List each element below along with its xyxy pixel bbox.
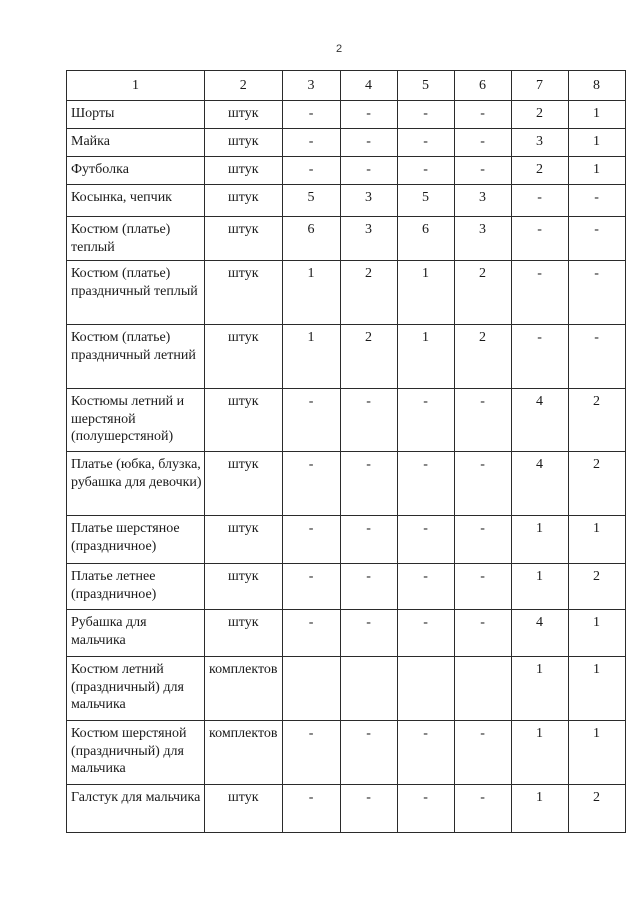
header-col-1: 1	[67, 71, 205, 101]
col-7-cell: -	[511, 217, 568, 261]
col-4-cell: -	[340, 452, 397, 516]
item-name-cell: Футболка	[67, 157, 205, 185]
header-col-8: 8	[568, 71, 625, 101]
col-8-cell: 1	[568, 516, 625, 564]
col-7-cell: 4	[511, 389, 568, 452]
col-3-cell: -	[282, 721, 340, 785]
col-7-cell: 3	[511, 129, 568, 157]
item-name-cell: Костюм шерстяной (праздничный) для мальчика	[67, 721, 205, 785]
unit-cell: комплектов	[205, 657, 283, 721]
col-8-cell: 1	[568, 610, 625, 657]
header-col-6: 6	[454, 71, 511, 101]
item-name-cell: Костюм (платье) теплый	[67, 217, 205, 261]
header-col-7: 7	[511, 71, 568, 101]
table-row	[67, 129, 626, 157]
col-8-cell: 1	[568, 721, 625, 785]
col-4-cell: -	[340, 129, 397, 157]
col-6-cell	[454, 657, 511, 721]
col-3-cell: 1	[282, 261, 340, 325]
table-row	[67, 785, 626, 833]
col-5-cell: 1	[397, 261, 454, 325]
col-7-cell: -	[511, 325, 568, 389]
page-number: 2	[335, 43, 343, 55]
item-name-cell: Костюмы летний и шерстяной (полушерстяной)	[67, 389, 205, 452]
unit-cell: штук	[205, 564, 283, 610]
table-row	[67, 261, 626, 325]
col-6-cell: -	[454, 101, 511, 129]
col-6-cell: -	[454, 721, 511, 785]
col-5-cell: -	[397, 516, 454, 564]
col-8-cell: 2	[568, 785, 625, 833]
col-5-cell: -	[397, 389, 454, 452]
col-8-cell: -	[568, 217, 625, 261]
col-6-cell: -	[454, 785, 511, 833]
col-6-cell: 2	[454, 261, 511, 325]
unit-cell: штук	[205, 389, 283, 452]
item-name-cell: Костюм летний (праздничный) для мальчика	[67, 657, 205, 721]
col-6-cell: -	[454, 610, 511, 657]
item-name-cell: Галстук для мальчика	[67, 785, 205, 833]
col-3-cell: -	[282, 101, 340, 129]
unit-cell: штук	[205, 516, 283, 564]
table-row	[67, 721, 626, 785]
table-row	[67, 101, 626, 129]
col-3-cell: -	[282, 564, 340, 610]
col-6-cell: -	[454, 129, 511, 157]
col-5-cell: 5	[397, 185, 454, 217]
col-5-cell	[397, 657, 454, 721]
col-7-cell: 1	[511, 721, 568, 785]
item-name-cell: Майка	[67, 129, 205, 157]
col-5-cell: -	[397, 452, 454, 516]
unit-cell: штук	[205, 217, 283, 261]
col-6-cell: -	[454, 157, 511, 185]
col-8-cell: 2	[568, 564, 625, 610]
col-8-cell: -	[568, 185, 625, 217]
col-4-cell: -	[340, 157, 397, 185]
col-4-cell: -	[340, 101, 397, 129]
col-8-cell: 1	[568, 157, 625, 185]
table-row	[67, 157, 626, 185]
col-7-cell: -	[511, 261, 568, 325]
col-8-cell: -	[568, 261, 625, 325]
col-8-cell: 1	[568, 657, 625, 721]
col-5-cell: -	[397, 610, 454, 657]
item-name-cell: Платье (юбка, блузка, рубашка для девочки)	[67, 452, 205, 516]
col-5-cell: -	[397, 721, 454, 785]
col-7-cell: 1	[511, 516, 568, 564]
col-3-cell: -	[282, 610, 340, 657]
col-5-cell: -	[397, 101, 454, 129]
unit-cell: штук	[205, 129, 283, 157]
col-8-cell: 2	[568, 452, 625, 516]
col-5-cell: -	[397, 564, 454, 610]
col-7-cell: 1	[511, 564, 568, 610]
col-4-cell: -	[340, 564, 397, 610]
unit-cell: штук	[205, 610, 283, 657]
item-name-cell: Костюм (платье) праздничный летний	[67, 325, 205, 389]
col-3-cell	[282, 657, 340, 721]
unit-cell: штук	[205, 185, 283, 217]
table-row	[67, 325, 626, 389]
item-name-cell: Костюм (платье) праздничный теплый	[67, 261, 205, 325]
header-col-2: 2	[205, 71, 283, 101]
col-4-cell: -	[340, 389, 397, 452]
col-4-cell: -	[340, 516, 397, 564]
col-7-cell: 2	[511, 101, 568, 129]
unit-cell: штук	[205, 452, 283, 516]
col-4-cell: -	[340, 610, 397, 657]
col-3-cell: -	[282, 129, 340, 157]
col-5-cell: 6	[397, 217, 454, 261]
col-8-cell: 1	[568, 129, 625, 157]
col-3-cell: 1	[282, 325, 340, 389]
col-6-cell: -	[454, 452, 511, 516]
col-3-cell: -	[282, 389, 340, 452]
item-name-cell: Шорты	[67, 101, 205, 129]
item-name-cell: Рубашка для мальчика	[67, 610, 205, 657]
col-6-cell: -	[454, 516, 511, 564]
item-name-cell: Платье шерстяное (праздничное)	[67, 516, 205, 564]
table-row	[67, 217, 626, 261]
col-4-cell: -	[340, 721, 397, 785]
col-3-cell: -	[282, 516, 340, 564]
item-name-cell: Платье летнее (праздничное)	[67, 564, 205, 610]
col-4-cell: 2	[340, 261, 397, 325]
header-col-3: 3	[282, 71, 340, 101]
col-7-cell: 1	[511, 657, 568, 721]
col-3-cell: 5	[282, 185, 340, 217]
col-8-cell: 2	[568, 389, 625, 452]
col-3-cell: -	[282, 452, 340, 516]
col-4-cell: 2	[340, 325, 397, 389]
col-4-cell: 3	[340, 185, 397, 217]
col-7-cell: -	[511, 185, 568, 217]
unit-cell: штук	[205, 785, 283, 833]
col-5-cell: -	[397, 129, 454, 157]
col-6-cell: -	[454, 564, 511, 610]
col-5-cell: -	[397, 785, 454, 833]
col-3-cell: 6	[282, 217, 340, 261]
header-col-4: 4	[340, 71, 397, 101]
table-row	[67, 564, 626, 610]
col-4-cell: 3	[340, 217, 397, 261]
col-3-cell: -	[282, 785, 340, 833]
col-4-cell: -	[340, 785, 397, 833]
table-header-row	[67, 71, 626, 101]
header-col-5: 5	[397, 71, 454, 101]
col-6-cell: 2	[454, 325, 511, 389]
unit-cell: штук	[205, 101, 283, 129]
table-row	[67, 452, 626, 516]
table-row	[67, 516, 626, 564]
table-row	[67, 389, 626, 452]
col-7-cell: 2	[511, 157, 568, 185]
unit-cell: штук	[205, 261, 283, 325]
col-3-cell: -	[282, 157, 340, 185]
col-8-cell: 1	[568, 101, 625, 129]
col-7-cell: 4	[511, 610, 568, 657]
col-5-cell: -	[397, 157, 454, 185]
col-6-cell: 3	[454, 217, 511, 261]
col-6-cell: 3	[454, 185, 511, 217]
table-row	[67, 610, 626, 657]
col-5-cell: 1	[397, 325, 454, 389]
item-name-cell: Косынка, чепчик	[67, 185, 205, 217]
col-7-cell: 1	[511, 785, 568, 833]
col-8-cell: -	[568, 325, 625, 389]
table-row	[67, 185, 626, 217]
col-7-cell: 4	[511, 452, 568, 516]
items-table	[66, 70, 626, 833]
col-6-cell: -	[454, 389, 511, 452]
col-4-cell	[340, 657, 397, 721]
unit-cell: штук	[205, 325, 283, 389]
unit-cell: штук	[205, 157, 283, 185]
unit-cell: комплектов	[205, 721, 283, 785]
table-row	[67, 657, 626, 721]
